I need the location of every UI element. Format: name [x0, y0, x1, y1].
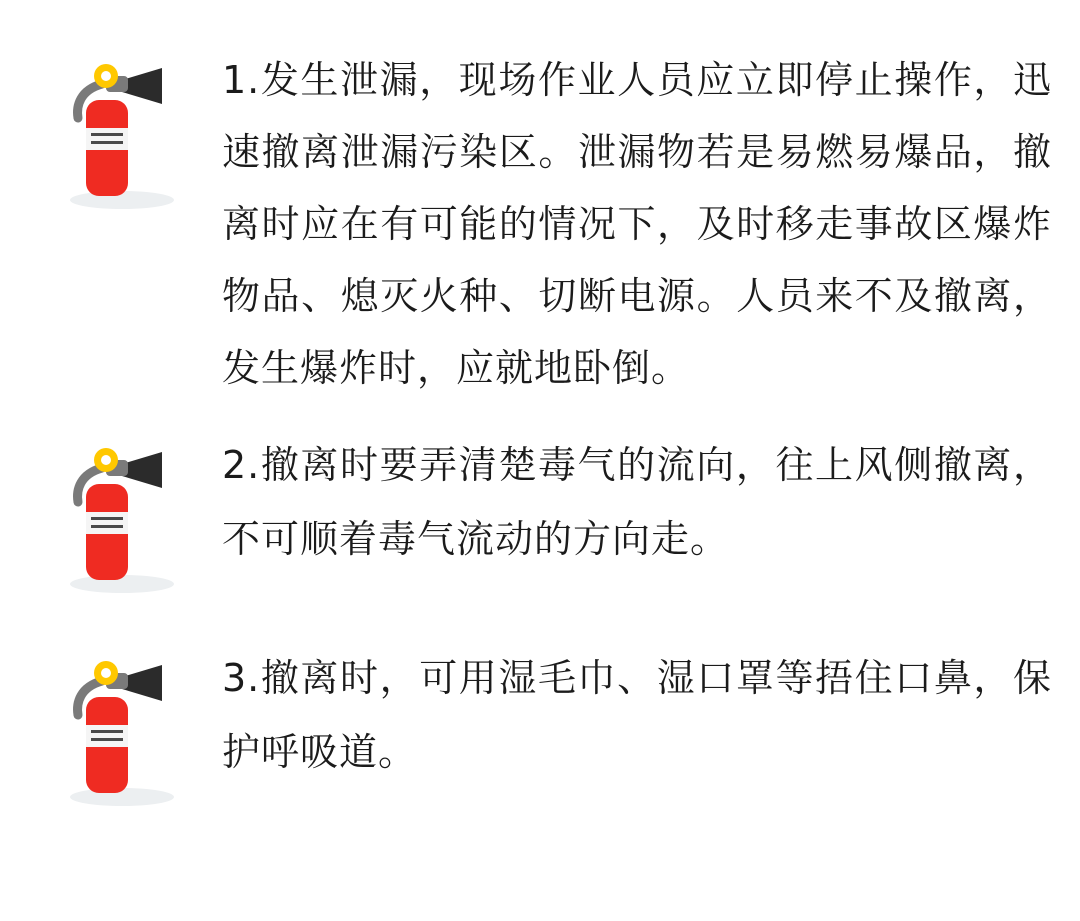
icon-column: [62, 641, 210, 806]
paragraph-2: 2.撤离时要弄清楚毒气的流向，往上风侧撤离，不可顺着毒气流动的方向走。: [222, 443, 1052, 561]
fire-extinguisher-icon: [62, 438, 192, 593]
text-column: [210, 428, 1052, 576]
icon-column: [62, 428, 210, 593]
list-item: [0, 44, 1080, 404]
list-item: [0, 428, 1080, 593]
fire-extinguisher-icon: [62, 54, 192, 209]
fire-extinguisher-icon: [62, 651, 192, 806]
text-column: [210, 44, 1052, 404]
list-item: [0, 641, 1080, 806]
icon-column: [62, 44, 210, 209]
paragraph-1: 1.发生泄漏，现场作业人员应立即停止操作，迅速撤离泄漏污染区。泄漏物若是易燃易爆品，撤离时应在有可能的情况下，及时移走事故区爆炸物品、熄灭火种、切断电源。人员来不及撤离，发生爆炸时，应就地卧倒。: [222, 58, 1052, 390]
paragraph-3: 3.撤离时，可用湿毛巾、湿口罩等捂住口鼻，保护呼吸道。: [222, 656, 1052, 774]
text-column: [210, 641, 1052, 789]
